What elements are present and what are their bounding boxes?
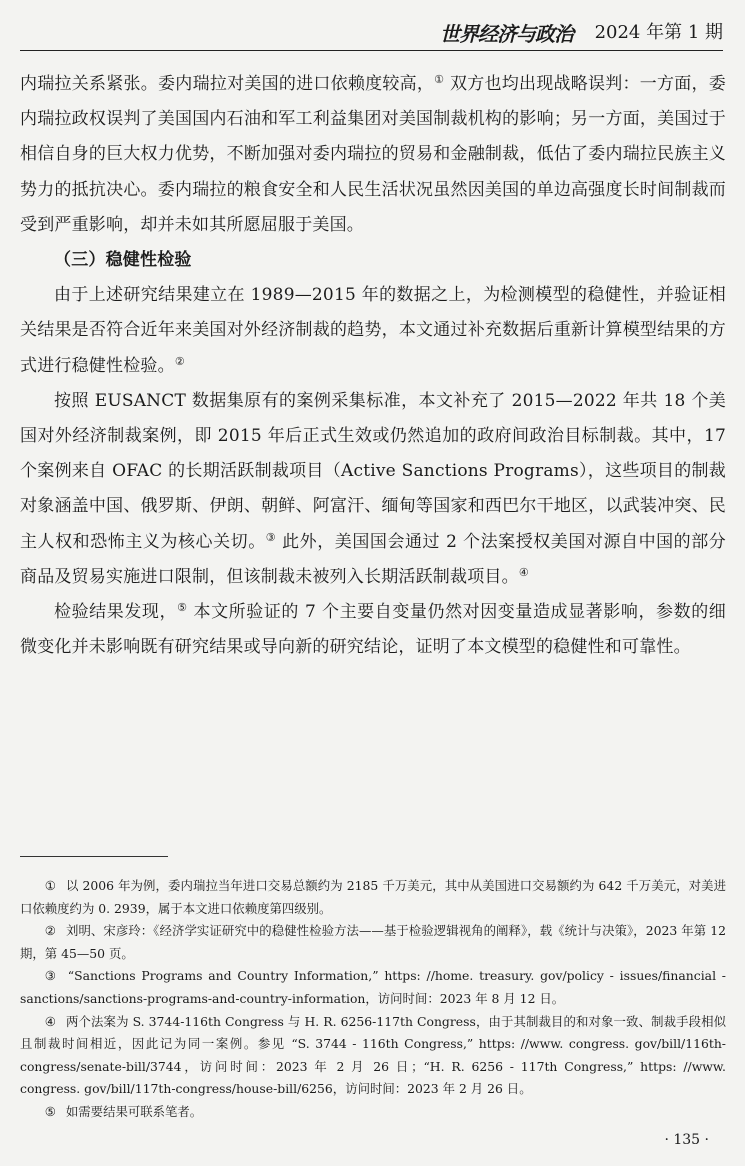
footnote-ref-5[interactable]: ⑤	[177, 601, 188, 615]
main-text	[20, 67, 726, 665]
footnote-ref-1[interactable]: ①	[434, 73, 445, 86]
footnote-ref-4[interactable]: ④	[518, 565, 529, 579]
paragraph-4: 检验结果发现，⑤ 本文所验证的 7 个主要自变量仍然对因变量造成显著影响，参数的细微变化并未影响既有研究结果或导向新的研究结论，证明了本文模型的稳健性和可靠性。	[20, 601, 726, 658]
issue-label: 2024 年第 1 期	[594, 22, 723, 43]
footnote-ref-3[interactable]: ③	[265, 530, 277, 544]
footnote-5: ⑤ 如需要结果可联系笔者。	[44, 1103, 203, 1119]
footnote-1: ① 以 2006 年为例，委内瑞拉当年进口交易总额约为 2185 千万美元，其中从美国进口交易额约为 642 千万美元，对美进口依赖度约为 0. 2939，属于本文进口依赖度第四级别。	[20, 878, 726, 916]
journal-title: 世界经济与政治	[440, 22, 573, 46]
paragraph-2: 由于上述研究结果建立在 1989—2015 年的数据之上，为检测模型的稳健性，并验证相关结果是否符合近年来美国对外经济制裁的趋势，本文通过补充数据后重新计算模型结果的方式进行稳健性检验。②	[20, 285, 726, 376]
footnote-4: ④ 两个法案为 S. 3744-116th Congress 与 H. R. 6256-117th Congress，由于其制裁目的和对象一致、制裁手段相似且制裁时间相近，因此记为同一案例。参见 “S. 3744 - 116th Congress,” https: //www. congress. gov/bill/116th-congress/senate-bill/3744，访问时间：2023 年 2 月 26 日；“H. R. 6256 - 117th Congress,” https: //www. congress. gov/bill/117th-congress/house-bill/6256，访问时间：2023 年 2 月 26 日。	[20, 1013, 726, 1097]
footnote-2: ② 刘明、宋彦玲：《经济学实证研究中的稳健性检验方法——基于检验逻辑视角的阐释》，载《统计与决策》，2023 年第 12 期，第 45—50 页。	[20, 923, 726, 961]
paragraph-1: 内瑞拉关系紧张。委内瑞拉对美国的进口依赖度较高，① 双方也均出现战略误判：一方面，委内瑞拉政权误判了美国国内石油和军工利益集团对美国制裁机构的影响；另一方面，美国过于相信自身的巨大权力优势，不断加强对委内瑞拉的贸易和金融制裁，低估了委内瑞拉民族主义势力的抵抗决心。委内瑞拉的粮食安全和人民生活状况虽然因美国的单边高强度长时间制裁而受到严重影响，却并未如其所愿屈服于美国。	[20, 73, 726, 235]
section-heading: （三）稳健性检验	[54, 250, 192, 271]
footnotes	[20, 875, 726, 1124]
footnote-3: ③ “Sanctions Programs and Country Information,” https: //home. treasury. gov/policy - issues/financial - sanctions/sanctions-programs-and-country-information，访问时间：2023 年 8 月 12 日。	[20, 968, 726, 1006]
footnote-ref-2[interactable]: ②	[174, 354, 185, 368]
footnote-divider	[20, 856, 168, 857]
page-number: · 135 ·	[664, 1132, 709, 1148]
paragraph-3: 按照 EUSANCT 数据集原有的案例采集标准，本文补充了 2015—2022 年共 18 个美国对外经济制裁案例，即 2015 年后正式生效或仍然追加的政府间政治目标制裁。其中，17 个案例来自 OFAC 的长期活跃制裁项目（Active Sanctions Programs），这些项目的制裁对象涵盖中国、俄罗斯、伊朗、朝鲜、阿富汗、缅甸等国家和西巴尔干地区，以武装冲突、民主人权和恐怖主义为核心关切。③ 此外，美国国会通过 2 个法案授权美国对源自中国的部分商品及贸易实施进口限制，但该制裁未被列入长期活跃制裁项目。④	[20, 390, 726, 587]
running-header	[20, 14, 723, 50]
header-divider	[20, 50, 723, 51]
